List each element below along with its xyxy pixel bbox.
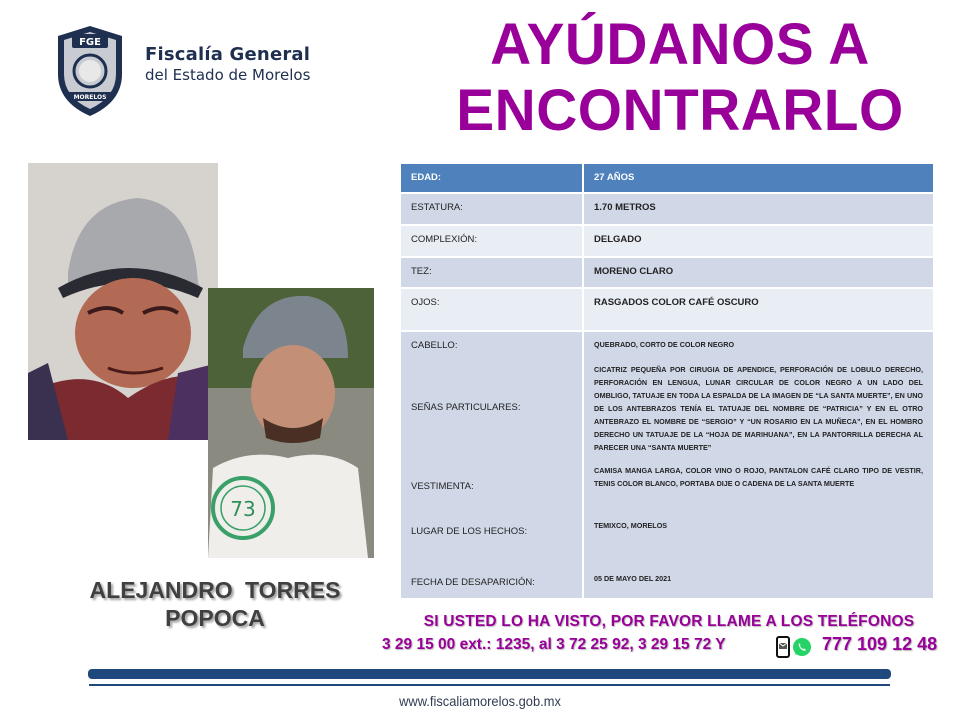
details-value: MORENO CLARO bbox=[584, 258, 933, 287]
details-label-senas: SEÑAS PARTICULARES: bbox=[411, 402, 521, 413]
missing-person-photo-2 bbox=[208, 288, 374, 558]
headline-line2: ENCONTRARLO bbox=[456, 78, 904, 143]
details-value: RASGADOS COLOR CAFÉ OSCURO bbox=[584, 289, 933, 330]
details-label-cabello: CABELLO: bbox=[411, 340, 458, 351]
contact-call-to-action: SI USTED LO HA VISTO, POR FAVOR LLAME A LOS TELÉFONOS bbox=[423, 613, 915, 630]
headline-line1: AYÚDANOS A bbox=[490, 12, 870, 77]
details-value-lugar: TEMIXCO, MORELOS bbox=[594, 521, 668, 530]
footer-divider bbox=[89, 684, 890, 686]
person-name-line1: ALEJANDRO TORRES bbox=[89, 577, 341, 603]
details-row-edad bbox=[401, 164, 933, 192]
headline bbox=[445, 12, 915, 144]
details-label: OJOS: bbox=[401, 289, 582, 330]
details-value: 1.70 METROS bbox=[584, 194, 933, 224]
details-label: ESTATURA: bbox=[401, 194, 582, 224]
organization-name bbox=[145, 44, 310, 84]
details-value: DELGADO bbox=[584, 226, 933, 256]
missing-person-photo-1 bbox=[28, 163, 218, 440]
details-value-fecha: 05 DE MAYO DEL 2021 bbox=[594, 574, 672, 583]
details-label-fecha: FECHA DE DESAPARICIÓN: bbox=[411, 577, 535, 588]
details-value-senas: CICATRIZ PEQUEÑA POR CIRUGIA DE APENDICE, PERFORACIÓN DE LOBULO DERECHO, PERFORACIÓN EN LENGUA, LUNAR CIRCULAR DE COLOR NEGRO A UN LADO DEL OMBLIGO, TATUAJE EN TODA LA ESPALDA DE LA IMAGEN DE “LA SANTA MUERTE”, EN UNO DE LOS ANTEBRAZOS TENÍA EL TATUAJE DEL NOMBRE DE “PATRICIA” Y EN EL OTRO ANTEBRAZO EL NOMBRE DE “SERGIO” Y “UN ROSARIO EN LA MUÑECA”, EN EL HOMBRO DERECHO UN TATUAJE DE LA “HOJA DE MARIHUANA”, EN LA PANTORRILLA DERECHA AL PARECER UNA “SANTA MUERTE” bbox=[594, 365, 923, 452]
details-label-lugar: LUGAR DE LOS HECHOS: bbox=[411, 526, 528, 537]
details-label: COMPLEXIÓN: bbox=[401, 226, 582, 256]
footer-website-link[interactable]: www.fiscaliamorelos.gob.mx bbox=[399, 693, 561, 709]
fge-logo-badge bbox=[54, 24, 126, 118]
shirt-number: 73 bbox=[230, 497, 256, 521]
missing-person-name bbox=[60, 576, 370, 632]
details-row-extended bbox=[401, 332, 933, 598]
contact-icons bbox=[776, 636, 812, 663]
logo-badge-text: FGE bbox=[79, 37, 101, 48]
logo-ribbon-text: MORELOS bbox=[73, 94, 107, 101]
person-details-table bbox=[401, 164, 933, 600]
details-value-vestimenta: CAMISA MANGA LARGA, COLOR VINO O ROJO, PANTALON CAFÉ CLARO TIPO DE VESTIR, TENIS COLOR BLANCO, PORTABA DIJE O CADENA DE LA SANTA MUERTE bbox=[594, 466, 923, 488]
details-row-complexion bbox=[401, 226, 933, 256]
details-labels-column bbox=[401, 332, 582, 598]
person-name-line2: POPOCA bbox=[165, 605, 265, 631]
details-values-column bbox=[584, 332, 933, 598]
org-name-line1: Fiscalía General bbox=[145, 44, 311, 65]
whatsapp-icon bbox=[792, 637, 812, 662]
details-row-ojos bbox=[401, 289, 933, 330]
details-value: 27 AÑOS bbox=[584, 164, 933, 192]
whatsapp-number: 777 109 12 48 bbox=[822, 634, 938, 654]
details-label: TEZ: bbox=[401, 258, 582, 287]
details-label: EDAD: bbox=[401, 164, 582, 192]
footer-bar bbox=[88, 669, 891, 679]
details-value-cabello: QUEBRADO, CORTO DE COLOR NEGRO bbox=[594, 340, 735, 349]
details-label-vestimenta: VESTIMENTA: bbox=[411, 481, 474, 492]
org-name-line2: del Estado de Morelos bbox=[145, 66, 311, 84]
contact-phone-numbers: 3 29 15 00 ext.: 1235, al 3 72 25 92, 3 29 15 72 Y bbox=[382, 636, 726, 653]
phone-message-icon bbox=[776, 636, 790, 663]
details-row-estatura bbox=[401, 194, 933, 224]
details-row-tez bbox=[401, 258, 933, 287]
